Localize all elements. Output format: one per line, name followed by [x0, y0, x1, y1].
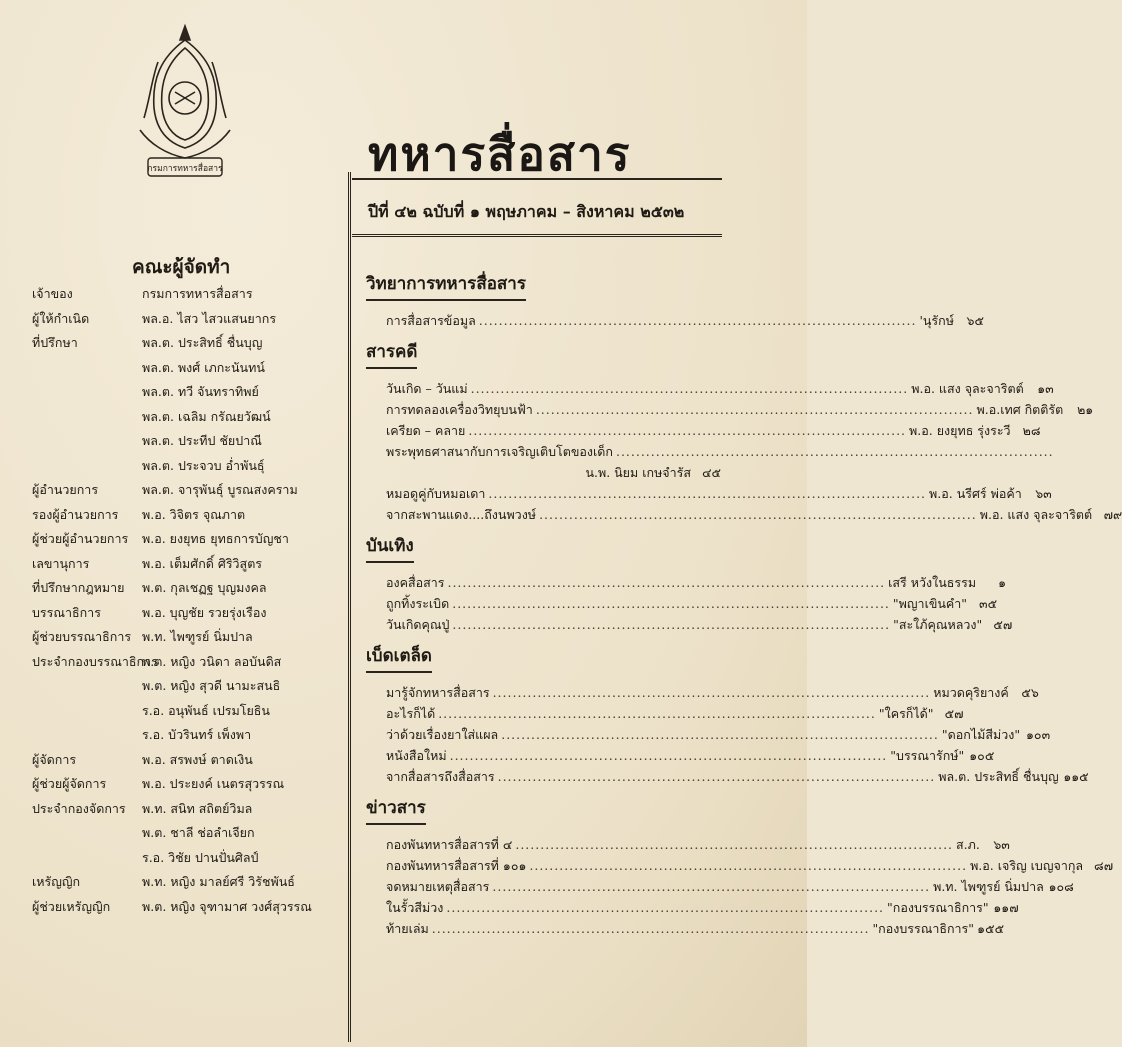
toc-section-title: ข่าวสาร	[366, 794, 426, 825]
staff-person: ร.อ. บัวรินทร์ เพ็งพา	[142, 727, 252, 743]
signal-corps-emblem-icon	[130, 18, 240, 193]
toc-entry[interactable]	[366, 898, 1019, 919]
toc-entry-title: กองพันทหารสื่อสารที่ ๔	[386, 837, 513, 852]
svg-text:กรมการทหารสื่อสาร: กรมการทหารสื่อสาร	[147, 164, 223, 174]
toc-entry-author: "ดอกไม้สีม่วง"	[941, 727, 1021, 742]
staff-person: พ.ท. ไพฑูรย์ นิ่มปาล	[142, 629, 253, 645]
staff-person: พ.อ. เต็มศักดิ์ ศิริวิสูตร	[142, 555, 263, 571]
staff-row	[32, 772, 352, 797]
leader-dots	[493, 685, 931, 700]
toc-entry-continuation	[366, 463, 721, 484]
toc-entry-author: 'นุรักษ์	[919, 313, 954, 328]
staff-row	[32, 380, 352, 405]
toc-entry[interactable]	[366, 725, 1051, 746]
staff-person: พ.อ. บุญชัย รวยรุ่งเรือง	[142, 604, 267, 620]
toc-entry-author: "พญาเขินคำ"	[892, 596, 968, 611]
staff-person: พ.อ. ประยงค์ เนตรสุวรรณ	[142, 776, 285, 792]
toc-entry-title: จดหมายเหตุสื่อสาร	[386, 879, 490, 894]
toc-entry[interactable]	[366, 767, 1089, 788]
toc-entry-page: ๗๙	[1103, 507, 1122, 522]
toc-entry-page: ๑๑๗	[993, 900, 1019, 915]
staff-heading: คณะผู้จัดทำ	[132, 256, 231, 278]
leader-dots	[529, 858, 967, 873]
staff-row	[32, 797, 352, 822]
staff-row	[32, 429, 352, 454]
toc-entry-page: ๔๕	[702, 465, 721, 480]
toc-entry-title: วันเกิด – วันแม่	[386, 381, 468, 396]
staff-person: พ.อ. สรพงษ์ ตาดเงิน	[142, 751, 253, 767]
toc-entry-title: การทดลองเครื่องวิทยุบนฟ้า	[386, 402, 533, 417]
toc-entry[interactable]	[366, 746, 995, 767]
toc-entry-page: ๕๗	[993, 617, 1013, 632]
toc-entry-author: "บรรณารักษ์"	[890, 748, 965, 763]
toc-entry-page: ๕๖	[1021, 685, 1039, 700]
leader-dots	[447, 575, 885, 590]
toc-entry-title: จากสะพานแดง....ถึงนพวงษ์	[386, 507, 537, 522]
toc-section-title: วิทยาการทหารสื่อสาร	[366, 270, 526, 301]
leader-dots	[450, 748, 888, 763]
toc-entry-page: ๑๐๓	[1026, 727, 1051, 742]
toc-entry-page: ๖๕	[966, 313, 984, 328]
staff-row	[32, 454, 352, 479]
leader-dots	[501, 727, 939, 742]
toc-entry[interactable]	[366, 594, 998, 615]
staff-role: เหรัญญิก	[32, 874, 81, 890]
staff-role: รองผู้อำนวยการ	[32, 506, 119, 522]
staff-person: พ.ต. หญิง สุวดี นามะสนธิ	[142, 678, 281, 694]
staff-person: กรมการทหารสื่อสาร	[142, 286, 253, 302]
toc-entry-page: ๘๗	[1094, 858, 1114, 873]
toc-entry[interactable]	[366, 400, 1094, 421]
toc-entry-title: ในรั้วสีม่วง	[386, 900, 444, 915]
table-of-contents	[366, 264, 1122, 940]
staff-person: พล.ต. พงศ์ เภกะนันทน์	[142, 359, 265, 375]
magazine-title: ทหารสื่อสาร	[368, 127, 632, 181]
toc-entry-title: มารู้จักทหารสื่อสาร	[386, 685, 490, 700]
staff-role: ผู้ช่วยเหรัญญิก	[32, 898, 111, 914]
toc-entry-title: วันเกิดคุณปู่	[386, 617, 450, 632]
toc-entry-author: พ.อ. นรีศร์ พ่อค้า	[929, 486, 1022, 501]
leader-dots	[515, 837, 953, 852]
toc-entry[interactable]	[366, 683, 1039, 704]
leader-dots	[498, 769, 936, 784]
staff-list	[32, 282, 352, 919]
toc-entry-page: ๖๓	[993, 837, 1010, 852]
staff-row	[32, 723, 352, 748]
staff-row	[32, 846, 352, 871]
staff-row	[32, 699, 352, 724]
staff-row	[32, 405, 352, 430]
issue-line: ปีที่ ๔๒ ฉบับที่ ๑ พฤษภาคม – สิงหาคม ๒๕๓๒	[368, 202, 685, 221]
toc-section-title: สารคดี	[366, 338, 417, 369]
toc-entry-author: น.พ. นิยม เกษจำรัส	[585, 465, 691, 480]
staff-person: พล.อ. ไสว ไสวแสนยากร	[142, 310, 277, 326]
toc-entry-author: พ.อ. แสง จุละจาริตต์	[911, 381, 1024, 396]
toc-entry-author: พ.อ.เทศ กิตติรัต	[976, 402, 1064, 417]
toc-entry[interactable]	[366, 505, 1122, 526]
staff-role: ผู้อำนวยการ	[32, 482, 99, 498]
toc-entry[interactable]	[366, 573, 1007, 594]
toc-entry[interactable]	[366, 311, 984, 332]
staff-role: ผู้ช่วยผู้จัดการ	[32, 776, 107, 792]
staff-row	[32, 625, 352, 650]
toc-entry[interactable]	[366, 856, 1114, 877]
staff-row	[32, 527, 352, 552]
leader-dots	[488, 486, 926, 501]
staff-person: พ.ต. ชาลี ช่อลำเจียก	[142, 825, 255, 841]
staff-person: พ.ต. กุลเชฏฐ บุญมงคล	[142, 580, 267, 596]
staff-row	[32, 870, 352, 895]
toc-entry[interactable]	[366, 421, 1041, 442]
staff-person: พ.อ. วิจิตร จุณภาต	[142, 506, 246, 522]
toc-entry[interactable]	[366, 704, 964, 725]
toc-entry[interactable]	[366, 877, 1074, 898]
staff-role: ประจำกองจัดการ	[32, 800, 126, 816]
toc-entry-title: องคสื่อสาร	[386, 575, 445, 590]
leader-dots	[446, 900, 884, 915]
toc-entry[interactable]	[366, 442, 721, 463]
staff-row	[32, 478, 352, 503]
toc-entry-page: ๒๑	[1077, 402, 1094, 417]
toc-entry-title: การสื่อสารข้อมูล	[386, 313, 476, 328]
staff-person: พล.ต. จารุพันธุ์ บูรณสงคราม	[142, 482, 298, 498]
staff-person: ร.อ. วิชัย ปานปั่นศิลป์	[142, 849, 259, 865]
toc-section-title: บันเทิง	[366, 532, 414, 563]
staff-role: ที่ปรึกษา	[32, 335, 78, 351]
toc-entry-author: หมวดคุริยางค์	[933, 685, 1009, 700]
staff-role: บรรณาธิการ	[32, 604, 101, 620]
leader-dots	[468, 423, 906, 438]
staff-row	[32, 650, 352, 675]
toc-entry-author: พ.อ. เจริญ เบญจากุล	[970, 858, 1084, 873]
leader-dots	[452, 596, 890, 611]
divider	[352, 234, 722, 237]
toc-entry-author: "สะใภ้คุณหลวง"	[893, 617, 983, 632]
toc-entry-author: เสรี หวังในธรรม	[888, 575, 977, 590]
leader-dots	[471, 381, 909, 396]
toc-entry-page: ๑๕๕	[977, 921, 1005, 936]
staff-role: ผู้ช่วยผู้อำนวยการ	[32, 531, 129, 547]
toc-entry-title: เครียด – คลาย	[386, 423, 466, 438]
staff-row	[32, 748, 352, 773]
toc-entry-page: ๓๕	[979, 596, 998, 611]
staff-person: พล.ต. ทวี จันทราทิพย์	[142, 384, 259, 400]
toc-entry-page: ๑๓	[1037, 381, 1054, 396]
toc-entry-title: ว่าด้วยเรื่องยาใส่แผล	[386, 727, 499, 742]
staff-person: พ.ท. หญิง มาลย์ศรี วิรัชพันธ์	[142, 874, 295, 890]
staff-person: ร.อ. อนุพันธ์ เปรมโยธิน	[142, 702, 270, 718]
toc-entry-title: กองพันทหารสื่อสารที่ ๑๐๑	[386, 858, 527, 873]
toc-entry-title: หนังสือใหม่	[386, 748, 447, 763]
staff-role: เลขานุการ	[32, 555, 90, 571]
toc-entry[interactable]	[366, 615, 1013, 636]
leader-dots	[438, 706, 876, 721]
staff-row	[32, 331, 352, 356]
toc-entry-title: ถูกทิ้งระเบิด	[386, 596, 450, 611]
toc-entry-author: พ.อ. แสง จุละจาริตต์	[979, 507, 1093, 522]
toc-entry[interactable]	[366, 379, 1054, 400]
toc-section-title: เบ็ดเตล็ด	[366, 642, 432, 673]
staff-row	[32, 356, 352, 381]
toc-entry-page: ๑๐๕	[969, 748, 995, 763]
toc-entry-page: ๑๑๕	[1063, 769, 1089, 784]
staff-row	[32, 601, 352, 626]
leader-dots	[492, 879, 930, 894]
toc-entry-title: อะไรก็ได้	[386, 706, 436, 721]
staff-person: พ.ต. หญิง วนิดา ลอบันดิส	[142, 653, 282, 669]
leader-dots	[432, 921, 870, 936]
staff-person: พล.ต. ประทีป ชัยปาณี	[142, 433, 262, 449]
staff-row	[32, 576, 352, 601]
staff-row	[32, 552, 352, 577]
toc-entry-title: หมอดูคู่กับหมอเดา	[386, 486, 486, 501]
leader-dots	[616, 444, 1054, 459]
toc-entry-page: ๑๐๘	[1048, 879, 1074, 894]
toc-entry-page: ๖๓	[1035, 486, 1052, 501]
staff-person: พล.ต. ประจวบ อ่ำพันธุ์	[142, 457, 265, 473]
toc-entry[interactable]	[366, 484, 1052, 505]
divider	[352, 178, 722, 180]
leader-dots	[479, 313, 917, 328]
staff-person: พ.ต. หญิง จุฑามาศ วงศ์สุวรรณ	[142, 898, 312, 914]
staff-role: ที่ปรึกษากฎหมาย	[32, 580, 125, 596]
toc-entry-page: ๑	[998, 575, 1007, 590]
toc-entry-title: จากสื่อสารถึงสื่อสาร	[386, 769, 495, 784]
staff-person: พล.ต. เฉลิม กรัณยวัฒน์	[142, 408, 271, 424]
leader-dots	[452, 617, 890, 632]
toc-entry-author: "ใครก็ได้"	[878, 706, 934, 721]
toc-entry-author: "กองบรรณาธิการ"	[872, 921, 975, 936]
toc-entry[interactable]	[366, 835, 1010, 856]
staff-person: พ.อ. ยงยุทธ ยุทธการบัญชา	[142, 531, 289, 547]
staff-row	[32, 307, 352, 332]
staff-role: ประจำกองบรรณาธิการ	[32, 653, 158, 669]
toc-entry-page: ๒๘	[1022, 423, 1041, 438]
toc-entry[interactable]	[366, 919, 1005, 940]
toc-entry-author: พ.อ. ยงยุทธ รุ่งระวี	[909, 423, 1011, 438]
staff-row	[32, 821, 352, 846]
toc-entry-title: พระพุทธศาสนากับการเจริญเติบโตของเด็ก	[386, 444, 613, 459]
toc-entry-author: พล.ต. ประสิทธิ์ ชื่นบุญ	[938, 769, 1059, 784]
staff-role: ผู้ให้กำเนิด	[32, 310, 90, 326]
toc-entry-title: ท้ายเล่ม	[386, 921, 429, 936]
leader-dots	[539, 507, 977, 522]
staff-row	[32, 503, 352, 528]
staff-row	[32, 282, 352, 307]
staff-row	[32, 674, 352, 699]
staff-role: ผู้ช่วยบรรณาธิการ	[32, 629, 132, 645]
toc-entry-author: พ.ท. ไพฑูรย์ นิ่มปาล	[933, 879, 1044, 894]
staff-role: ผู้จัดการ	[32, 751, 77, 767]
staff-person: พล.ต. ประสิทธิ์ ชื่นบุญ	[142, 335, 263, 351]
toc-entry-author: ส.ภ.	[956, 837, 980, 852]
toc-entry-page: ๕๗	[944, 706, 964, 721]
staff-person: พ.ท. สนิท สถิตย์วิมล	[142, 800, 253, 816]
toc-entry-author: "กองบรรณาธิการ"	[887, 900, 989, 915]
staff-role: เจ้าของ	[32, 286, 73, 302]
leader-dots	[536, 402, 974, 417]
staff-row	[32, 895, 352, 920]
